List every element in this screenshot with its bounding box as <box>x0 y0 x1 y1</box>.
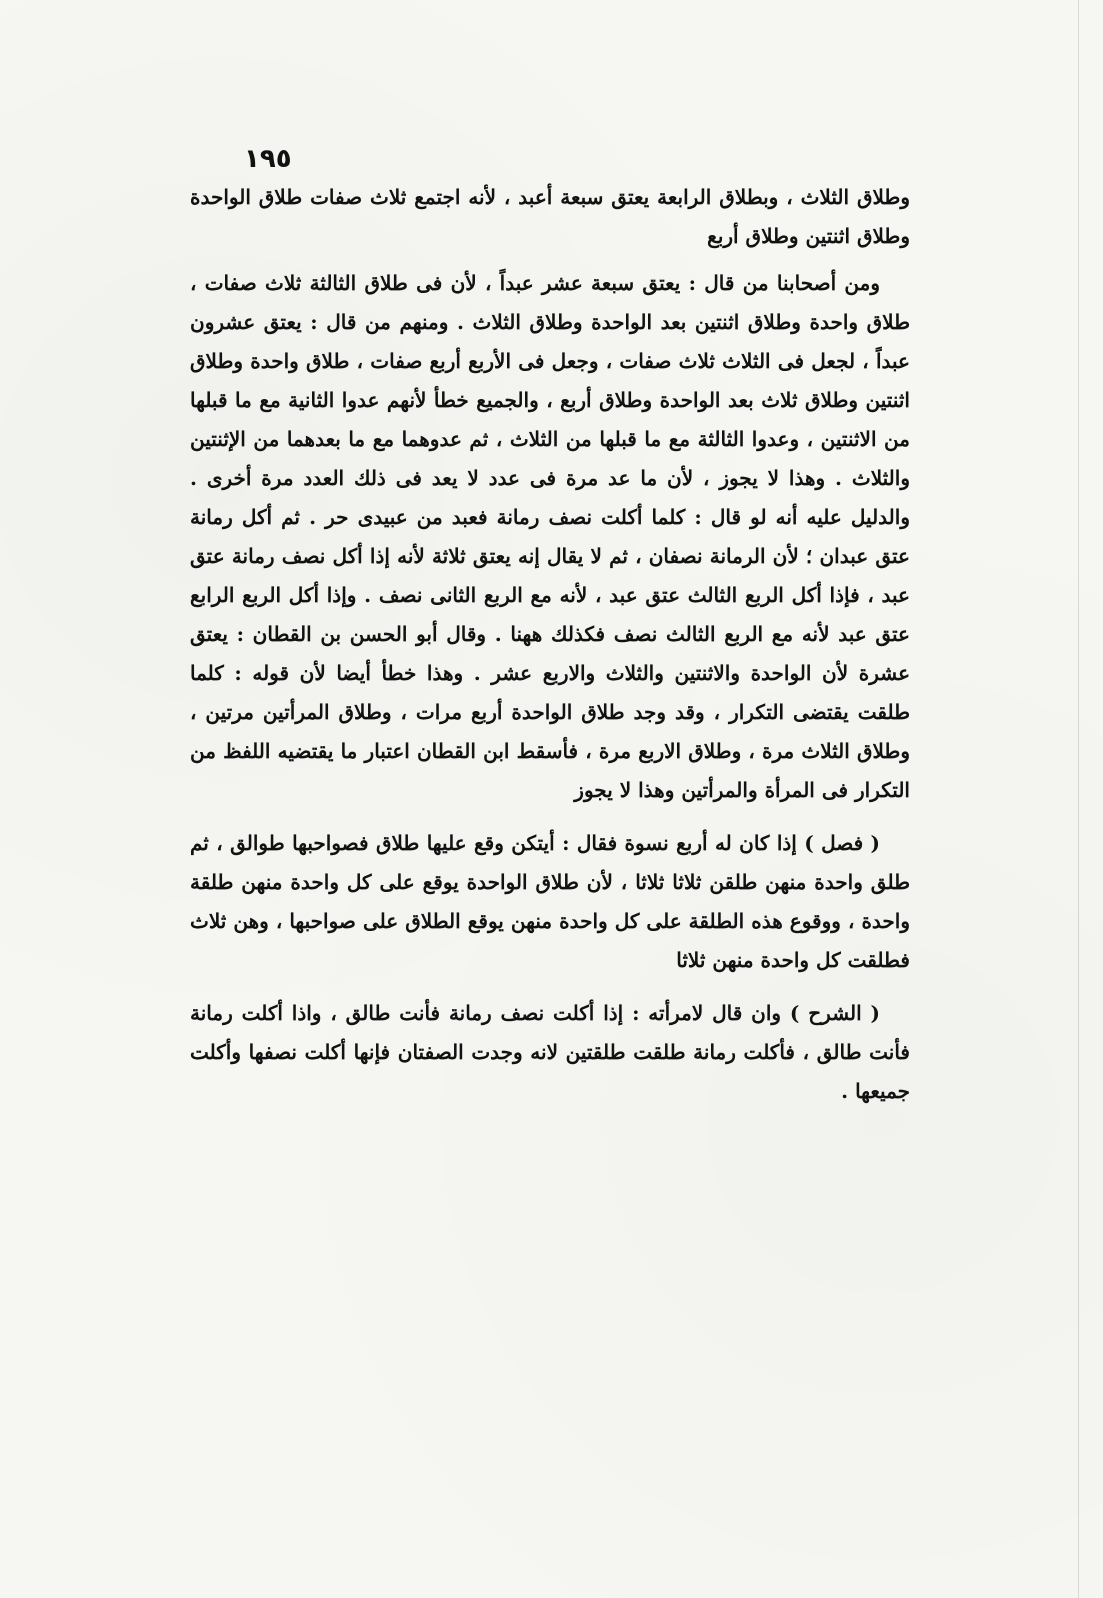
paragraph-sharh: ( الشرح ) وان قال لامرأته : إذا أكلت نصف رمانة فأنت طالق ، واذا أكلت رمانة فأنت طالق ، فأكلت رمانة طلقت طلقتين لانه وجدت الصفتان فإنها أكلت نصفها وأكلت جميعها . <box>190 1001 910 1103</box>
page-edge-line <box>1078 0 1079 1598</box>
paragraph-opinions: ومن أصحابنا من قال : يعتق سبعة عشر عبداً ، لأن فى طلاق الثالثة ثلاث صفات ، طلاق واحدة وطلاق اثنتين بعد الواحدة وطلاق الثلاث . ومنهم من قال : يعتق عشرون عبداً ، لجعل فى الثلاث ثلاث صفات ، وجعل فى الأربع أربع صفات ، طلاق واحدة وطلاق اثنتين وطلاق ثلاث بعد الواحدة وطلاق أربع ، والجميع خطأ لأنهم عدوا الثانية مع ما قبلها من الاثنتين ، وعدوا الثالثة مع ما قبلها من الثلاث ، ثم عدوهما مع ما بعدهما من الإثنتين والثلاث . وهذا لا يجوز ، لأن ما عد مرة فى عدد لا يعد فى ذلك العدد مرة أخرى . والدليل عليه أنه لو قال : كلما أكلت نصف رمانة فعبد من عبيدى حر . ثم أكل رمانة عتق عبدان ؛ لأن الرمانة نصفان ، ثم لا يقال إنه يعتق ثلاثة لأنه إذا أكل نصف رمانة عتق عبد ، فإذا أكل الربع الثالث عتق عبد ، لأنه مع الربع الثانى نصف . وإذا أكل الربع الرابع عتق عبد لأنه مع الربع الثالث نصف فكذلك ههنا . وقال أبو الحسن بن القطان : يعتق عشرة لأن الواحدة والاثنتين والثلاث والاربع عشر . وهذا خطأ أيضا لأن قوله : كلما طلقت يقتضى التكرار ، وقد وجد طلاق الواحدة أربع مرات ، وطلاق المرأتين مرتين ، وطلاق الثلاث مرة ، وطلاق الاربع مرة ، فأسقط ابن القطان اعتبار ما يقتضيه اللفظ من التكرار فى المرأة والمرأتين وهذا لا يجوز <box>190 271 910 802</box>
page-number: ١٩٥ <box>244 144 292 174</box>
paragraph-fasl: ( فصل ) إذا كان له أربع نسوة فقال : أيتكن وقع عليها طلاق فصواحبها طوالق ، ثم طلق واحدة منهن طلقن ثلاثا ثلاثا ، لأن طلاق الواحدة يوقع على كل واحدة منهن طلقة واحدة ، ووقوع هذه الطلقة على كل واحدة منهن يوقع الطلاق على صواحبها ، وهن ثلاث فطلقت كل واحدة منهن ثلاثا <box>190 831 910 972</box>
body-text <box>190 178 910 1111</box>
paragraph-gap <box>190 980 910 994</box>
paragraph-continuation: وطلاق الثلاث ، وبطلاق الرابعة يعتق سبعة أعبد ، لأنه اجتمع ثلاث صفات طلاق الواحدة وطلاق اثنتين وطلاق أربع <box>190 185 910 248</box>
paragraph-gap <box>190 810 910 824</box>
paragraph-gap <box>190 256 910 264</box>
